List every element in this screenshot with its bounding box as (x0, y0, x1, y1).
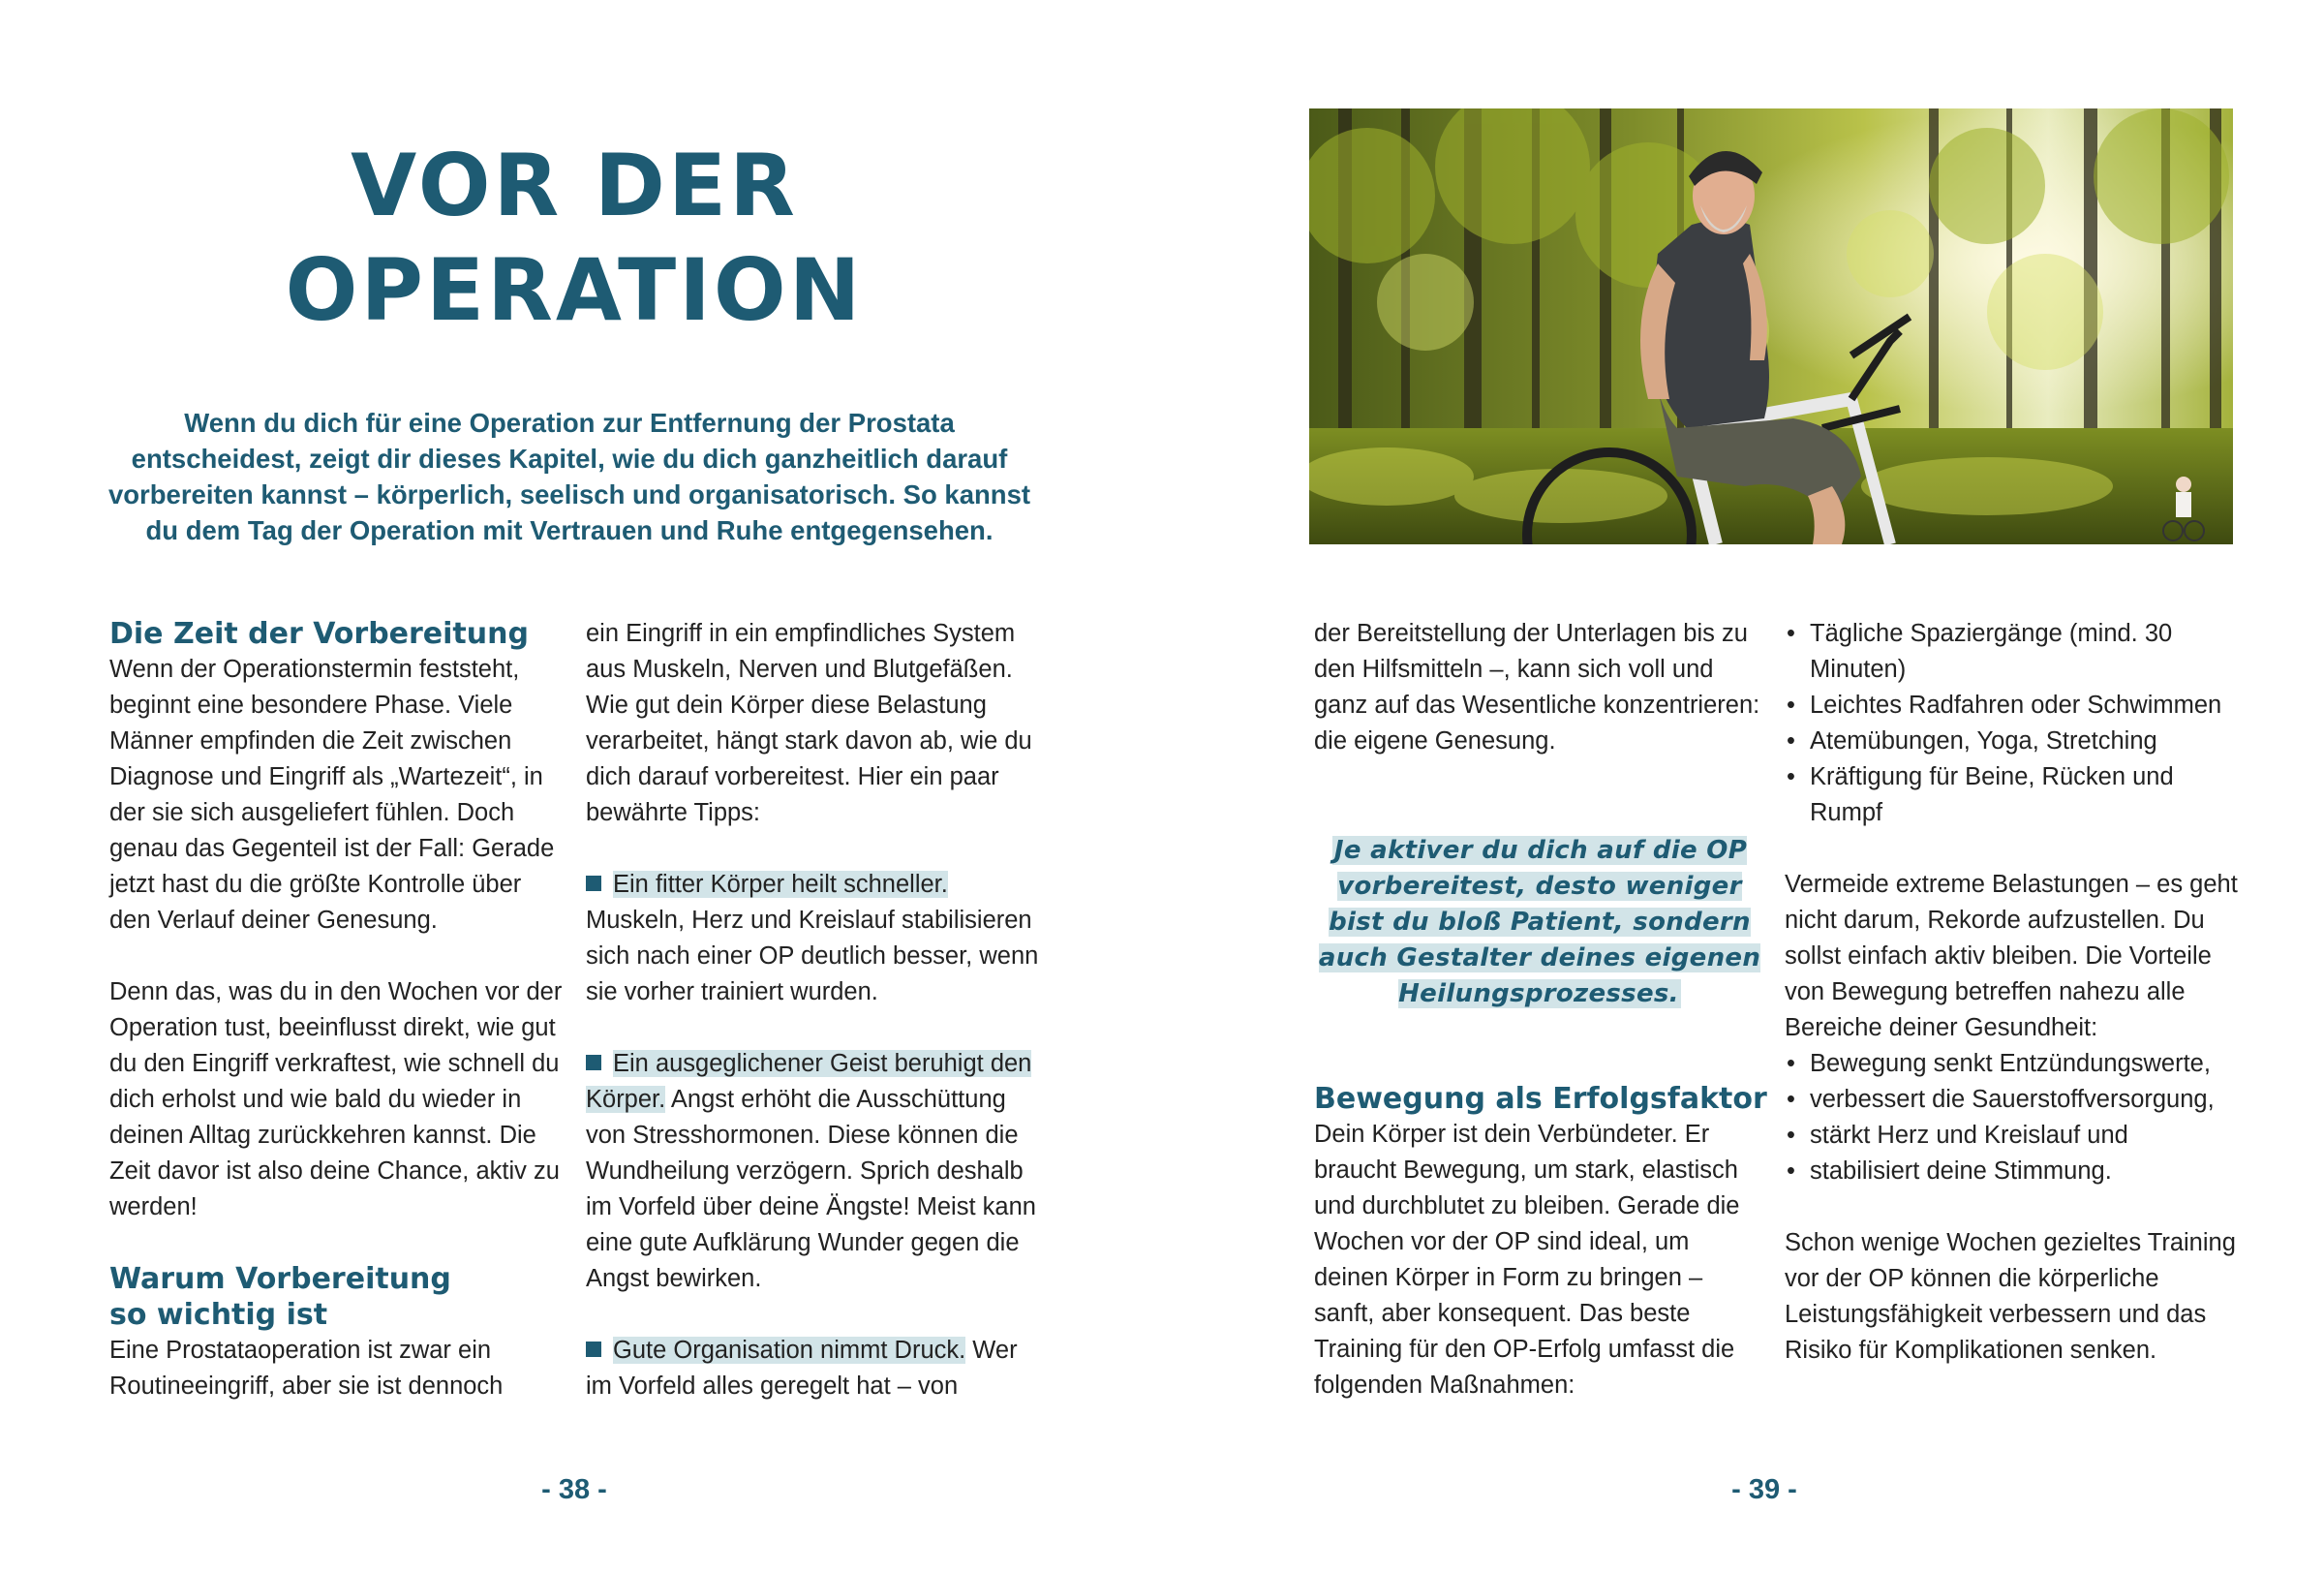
benefits-list (1785, 1046, 2249, 1189)
chapter-title (109, 134, 1039, 343)
list-item: • stärkt Herz und Kreislauf und (1785, 1118, 2249, 1154)
tip-title: Gute Organisation nimmt Druck. (613, 1337, 966, 1364)
paragraph: Schon wenige Wochen gezieltes Training vor der OP können die körperliche Leistungsfähigkeit verbessern und das Risiko für Komplikationen senken. (1785, 1229, 2236, 1364)
tip-balanced-mind (586, 1046, 1041, 1297)
page-number-left: - 38 - (541, 1474, 607, 1505)
right-column-1 (1314, 616, 1769, 759)
pull-quote-text: Je aktiver du dich auf die OP vorbereitest, desto weniger bist du bloß Patient, sondern auch Gestalter deines eigenen Heilungsprozesses. (1318, 836, 1761, 1008)
section-heading-why-preparation: Warum Vorbereitung so wichtig ist (109, 1262, 451, 1332)
tip-title: Ein ausgeglichener Geist beruhigt den Körper. (586, 1050, 1032, 1113)
list-item: • Kräftigung für Beine, Rücken und Rumpf (1785, 759, 2249, 831)
right-column-1-lower (1314, 1081, 1769, 1403)
paragraph: Eine Prostataoperation ist zwar ein Routineeingriff, aber sie ist dennoch (109, 1337, 504, 1400)
tip-title: Ein fitter Körper heilt schneller. (613, 871, 948, 898)
paragraph: der Bereitstellung der Unterlagen bis zu den Hilfsmitteln –, kann sich voll und ganz auf das Wesentliche konzentrieren: die eigene Genesung. (1314, 620, 1760, 755)
cyclist-forest-photo (1309, 108, 2233, 544)
chapter-intro: Wenn du dich für eine Operation zur Entfernung der Prostata entscheidest, zeigt dir dieses Kapitel, wie du dich ganzheitlich darauf vorbereiten kannst – körperlich, seelisch und organisatorisch. So kannst du dem Tag der Operation mit Vertrauen und Ruhe entgegensehen. (107, 408, 1031, 545)
list-item: • Leichtes Radfahren oder Schwimmen (1785, 688, 2249, 724)
square-bullet-icon (586, 1055, 601, 1070)
pull-quote (1317, 833, 1762, 1012)
paragraph: ein Eingriff in ein empfindliches System aus Muskeln, Nerven und Blutgefäßen. Wie gut dein Körper diese Belastung verarbeitet, hängt stark davon ab, wie du dich darauf vorbereitest. Hier ein paar bewährte Tipps: (586, 620, 1032, 826)
square-bullet-icon (586, 1342, 601, 1357)
tip-fit-body (586, 867, 1041, 1010)
tip-text: Muskeln, Herz und Kreislauf stabilisieren sich nach einer OP deutlich besser, wenn sie vorher trainiert wurden. (586, 907, 1039, 1005)
paragraph: Wenn der Operationstermin feststeht, beginnt eine besondere Phase. Viele Männer empfinden die Zeit zwischen Diagnose und Eingriff als „Wartezeit“, in der sie sich ausgeliefert fühlen. Doch genau das Gegenteil ist der Fall: Gerade jetzt hast du die größte Kontrolle über den Verlauf deiner Genesung. (109, 656, 555, 934)
right-column-2 (1785, 616, 2249, 1369)
tip-text: Wer im Vorfeld alles geregelt hat – von (586, 1337, 1018, 1400)
page-number-right: - 39 - (1731, 1474, 1797, 1505)
paragraph: Vermeide extreme Belastungen – es geht nicht darum, Rekorde aufzustellen. Du sollst einfach aktiv bleiben. Die Vorteile von Bewegung betreffen nahezu alle Bereiche deiner Gesundheit: (1785, 871, 2238, 1041)
square-bullet-icon (586, 876, 601, 891)
paragraph: Dein Körper ist dein Verbündeter. Er braucht Bewegung, um stark, elastisch und durchblutet zu bleiben. Gerade die Wochen vor der OP sind ideal, um deinen Körper in Form zu bringen – sanft, aber konsequent. Das beste Training für den OP-Erfolg umfasst die folgenden Maßnahmen: (1314, 1121, 1740, 1399)
chapter-title-line2: OPERATION (285, 240, 864, 340)
paragraph: Denn das, was du in den Wochen vor der Operation tust, beeinflusst direkt, wie gut du den Eingriff verkraftest, wie schnell du dich erholst und wie bald du wieder in deinen Alltag zurückkehren kannst. Die Zeit davor ist also deine Chance, aktiv zu werden! (109, 978, 563, 1220)
section-heading-exercise: Bewegung als Erfolgsfaktor (1314, 1082, 1767, 1116)
list-item: • Tägliche Spaziergänge (mind. 30 Minuten) (1785, 616, 2249, 688)
chapter-title-line1: VOR DER (351, 136, 798, 235)
list-item: • Atemübungen, Yoga, Stretching (1785, 724, 2249, 759)
section-heading-preparation-time: Die Zeit der Vorbereitung (109, 617, 529, 651)
list-item: • Bewegung senkt Entzündungswerte, (1785, 1046, 2249, 1082)
list-item: • stabilisiert deine Stimmung. (1785, 1154, 2249, 1189)
list-item: • verbessert die Sauerstoffversorgung, (1785, 1082, 2249, 1118)
right-page (1162, 0, 2324, 1573)
training-list (1785, 616, 2249, 831)
left-column-1 (109, 616, 565, 1404)
tip-text: Angst erhöht die Ausschüttung von Stresshormonen. Diese können die Wundheilung verzögern. Sprich deshalb im Vorfeld über deine Ängste! Meist kann eine gute Aufklärung Wunder gegen die Angst bewirken. (586, 1086, 1036, 1292)
left-column-2 (586, 616, 1041, 1404)
tip-organisation (586, 1333, 1041, 1404)
